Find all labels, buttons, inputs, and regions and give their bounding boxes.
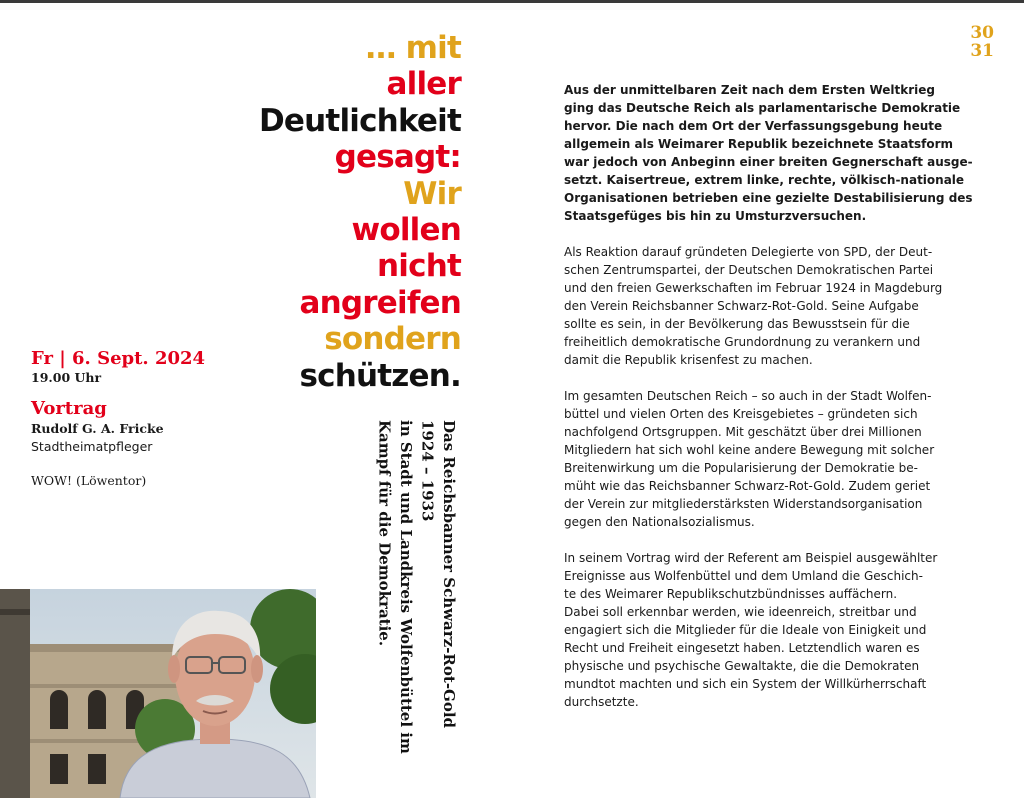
text-line: müht wie das Reichsbanner Schwarz-Rot-Gold. Zudem geriet [564, 479, 931, 493]
text-line: durchsetzte. [564, 695, 639, 709]
text-line: Als Reaktion darauf gründeten Delegierte von SPD, der Deut- [564, 245, 933, 259]
text-line: und den freien Gewerkschaften im Februar 1924 in Magdeburg [564, 281, 943, 295]
text-line: physische und psychische Gewaltakte, die die Demokraten [564, 659, 920, 673]
page-numbers [970, 24, 994, 60]
text-line: Aus der unmittelbaren Zeit nach dem Ersten Weltkrieg [564, 83, 936, 97]
text-line: büttel und vielen Orten des Kreisgebietes – gründeten sich [564, 407, 918, 421]
quote-line: sondern [324, 321, 461, 358]
event-date: Fr | 6. Sept. 2024 [31, 348, 206, 369]
text-line: war jedoch von Anbeginn einer breiten Gegnerschaft ausge- [564, 155, 973, 169]
text-line: freiheitlich demokratische Grundordnung zu verankern und [564, 335, 921, 349]
text-line: allgemein als Weimarer Republik bezeichnete Staatsform [564, 137, 954, 151]
vertical-title-line: 1924 – 1933 [418, 420, 437, 522]
text-line: schen Zentrumspartei, der Deutschen Demokratischen Partei [564, 263, 934, 277]
text-line: setzt. Kaisertreue, extrem linke, rechte, völkisch-nationale [564, 173, 965, 187]
event-type: Vortrag [31, 398, 107, 419]
text-line: Dabei soll erkennbar werden, wie ideenreich, streitbar und [564, 605, 917, 619]
text-line: Im gesamten Deutschen Reich – so auch in der Stadt Wolfen- [564, 389, 932, 403]
speaker-name: Rudolf G. A. Fricke [31, 421, 164, 436]
text-line: Recht und Freiheit eingesetzt haben. Letztendlich waren es [564, 641, 920, 655]
text-line: engagiert sich die Mitglieder für die Ideale von Einigkeit und [564, 623, 927, 637]
article-body [564, 81, 973, 729]
pull-quote [240, 30, 461, 394]
quote-line: … mit [365, 30, 461, 66]
text-line: Staatsgefüges bis hin zu Umsturzversuchen. [564, 209, 867, 223]
text-line: te des Weimarer Republikschutzbündnisses auffächern. [564, 587, 898, 601]
text-line: Breitenwirkung um die Popularisierung der Demokratie be- [564, 461, 918, 475]
quote-line: schützen. [299, 357, 461, 394]
speaker-photo-illustration [0, 589, 316, 798]
text-line: hervor. Die nach dem Ort der Verfassungsgebung heute [564, 119, 943, 133]
event-time: 19.00 Uhr [31, 370, 102, 385]
text-line: mundtot machten und sich ein System der Willkürherrschaft [564, 677, 927, 691]
text-line: nachfolgend Ortsgruppen. Mit geschätzt über drei Millionen [564, 425, 922, 439]
text-line: der Verein zur mitgliederstärksten Widerstandsorganisation [564, 497, 923, 511]
quote-line: wollen [351, 212, 461, 249]
speaker-role: Stadtheimatpfleger [31, 439, 153, 454]
page-number-left: 30 [970, 23, 994, 43]
text-line: damit die Republik krisenfest zu machen. [564, 353, 813, 367]
text-line: gegen den Nationalsozialismus. [564, 515, 755, 529]
quote-line: gesagt: [334, 139, 461, 176]
text-line: ging das Deutsche Reich als parlamentarische Demokratie [564, 101, 961, 115]
article-paragraph [564, 549, 942, 711]
text-line: sollte es sein, in der Bevölkerung das Bewusstsein für die [564, 317, 910, 331]
text-line: Organisationen betrieben eine gezielte Destabilisierung des [564, 191, 973, 205]
article-paragraph [564, 387, 942, 531]
vertical-title-line: in Stadt und Landkreis Wolfenbüttel im [397, 420, 415, 754]
quote-line: nicht [377, 248, 461, 285]
quote-line: angreifen [299, 284, 461, 321]
event-info [31, 348, 241, 490]
text-line: In seinem Vortrag wird der Referent am Beispiel ausgewählter [564, 551, 938, 565]
vertical-title [373, 420, 459, 754]
quote-line: Wir [403, 175, 461, 212]
text-line: den Verein Reichsbanner Schwarz-Rot-Gold. Seine Aufgabe [564, 299, 919, 313]
text-line: Ereignisse aus Wolfenbüttel und dem Umland die Geschich- [564, 569, 923, 583]
speaker-photo [0, 589, 316, 798]
article-lead-paragraph [564, 81, 973, 225]
quote-line: aller [386, 66, 461, 103]
quote-line: Deutlichkeit [259, 102, 461, 139]
article-paragraph [564, 243, 942, 369]
top-rule [0, 0, 1024, 3]
vertical-title-line: Das Reichsbanner Schwarz-Rot-Gold [440, 420, 458, 729]
text-line: Mitgliedern hat sich wohl keine andere Bewegung mit solcher [564, 443, 935, 457]
page-number-right: 31 [970, 41, 994, 61]
vertical-title-line: Kampf für die Demokratie. [375, 420, 394, 647]
event-venue: WOW! (Löwentor) [31, 473, 147, 488]
